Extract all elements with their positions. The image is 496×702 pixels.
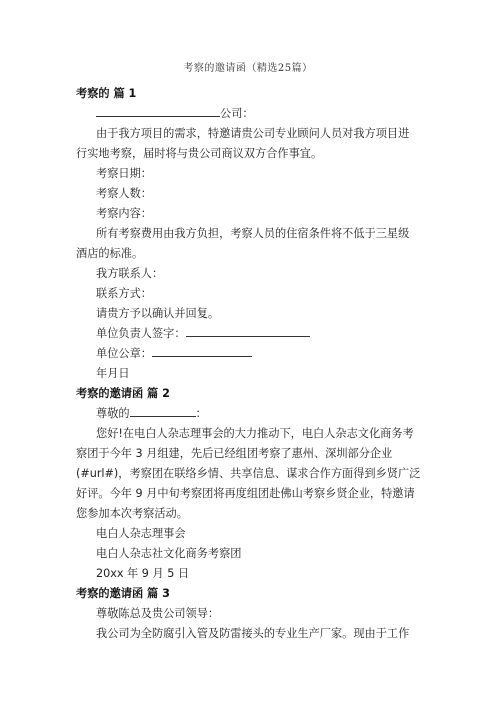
para2-line4: 好评。今年 9 月中旬考察团将再度组团赴佛山考察乡贤企业，特邀请 xyxy=(76,487,415,500)
section-3-heading: 考察的邀请函 篇 3 xyxy=(76,587,170,600)
addressee-line xyxy=(96,104,254,124)
section-3-greeting: 尊敬陈总及贵公司领导： xyxy=(96,607,220,620)
para1-line1: 由于我方项目的需求，特邀请贵公司专业顾问人员对我方项目进 xyxy=(96,127,410,140)
para2-line2: 察团于今年 3 月组建，先后已经组团考察了惠州、深圳部分企业 xyxy=(76,447,393,460)
company-name-blank xyxy=(96,104,220,117)
section-1-heading: 考察的 篇 1 xyxy=(76,87,137,100)
signer-line xyxy=(96,324,310,344)
signature-org-2: 电白人杂志社文化商务考察团 xyxy=(96,547,242,560)
inspection-date-label: 考察日期： xyxy=(96,167,152,180)
recipient-blank xyxy=(130,404,196,417)
signature-org-1: 电白人杂志理事会 xyxy=(96,527,186,540)
inspection-count-label: 考察人数： xyxy=(96,187,152,200)
stamp-label: 单位公章： xyxy=(96,347,152,360)
para2-line3: (#url#)，考察团在联络乡情、共享信息、谋求合作方面得到乡贤广泛 xyxy=(76,467,421,480)
cost-line1: 所有考察费用由我方负担，考察人员的住宿条件将不低于三星级 xyxy=(96,227,410,240)
section-2-date: 20xx 年 9 月 5 日 xyxy=(96,567,190,580)
contact-method-label: 联系方式： xyxy=(96,287,152,300)
addressee-suffix: 公司： xyxy=(220,107,254,120)
para2-line1: 您好!在电白人杂志理事会的大力推动下，电白人杂志文化商务考 xyxy=(96,427,414,440)
para3-line1: 我公司为全防腐引入管及防雷接头的专业生产厂家。现由于工作 xyxy=(96,627,410,640)
date-placeholder: 年月日 xyxy=(96,367,130,380)
greeting-line xyxy=(96,404,207,424)
signature-blank xyxy=(186,324,310,337)
reply-request: 请贵方予以确认并回复。 xyxy=(96,307,220,320)
contact-person-label: 我方联系人： xyxy=(96,267,164,280)
para1-line2: 行实地考察，届时将与贵公司商议双方合作事宜。 xyxy=(76,147,323,160)
greeting-suffix: ： xyxy=(195,407,207,420)
section-2-heading: 考察的邀请函 篇 2 xyxy=(76,387,170,400)
signer-label: 单位负责人签字： xyxy=(96,327,186,340)
stamp-blank xyxy=(152,344,252,357)
stamp-line xyxy=(96,344,252,364)
greeting-prefix: 尊敬的 xyxy=(96,407,130,420)
document-title: 考察的邀请函（精选25篇） xyxy=(183,63,313,74)
inspection-content-label: 考察内容： xyxy=(96,207,152,220)
cost-line2: 酒店的标准。 xyxy=(76,247,144,260)
para2-line5: 您参加本次考察活动。 xyxy=(76,507,188,520)
